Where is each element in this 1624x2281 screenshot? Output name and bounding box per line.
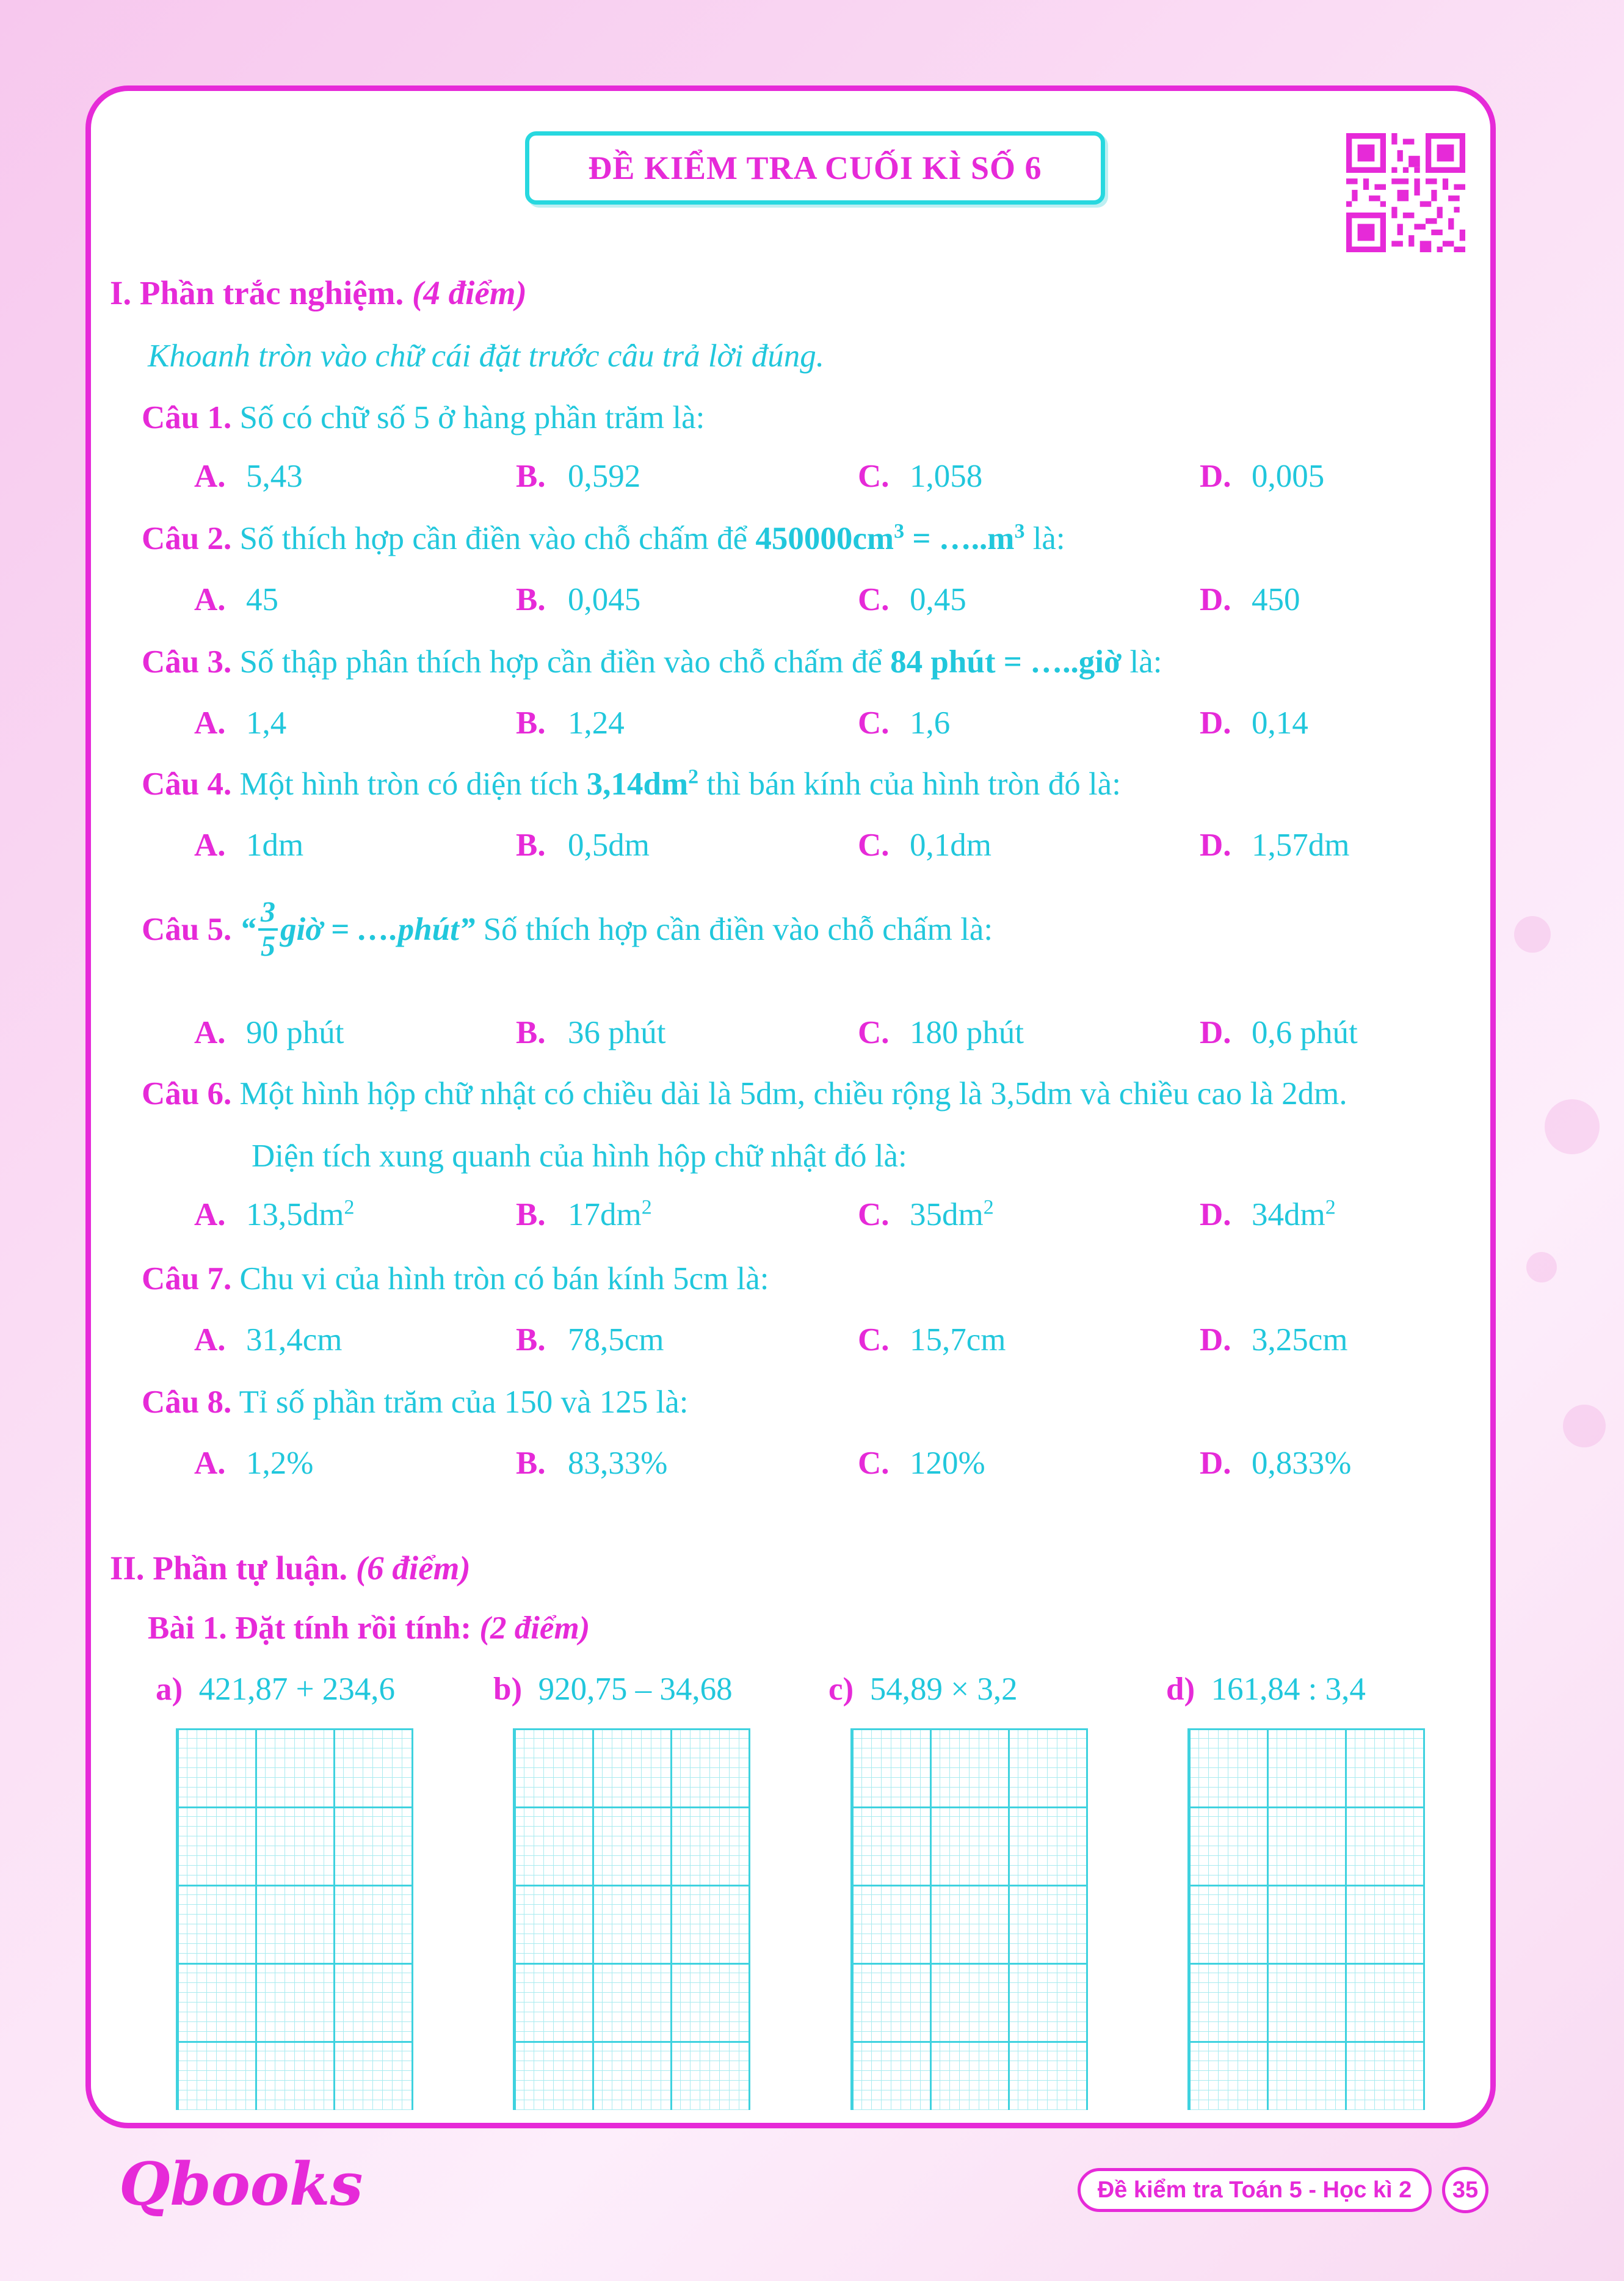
- instruction: Khoanh tròn vào chữ cái đặt trước câu trả lời đúng.: [148, 338, 825, 374]
- question-8: Câu 8. Tỉ số phần trăm của 150 và 125 là:: [142, 1384, 689, 1420]
- exercise-c: c) 54,89 × 3,2: [828, 1672, 1018, 1707]
- exercise-d: d) 161,84 : 3,4: [1166, 1672, 1366, 1707]
- q4-option-a[interactable]: A. 1dm: [194, 828, 304, 863]
- question-1: Câu 1. Số có chữ số 5 ở hàng phần trăm là:: [142, 400, 705, 435]
- q3-option-d[interactable]: D. 0,14: [1200, 705, 1308, 741]
- question-7: Câu 7. Chu vi của hình tròn có bán kính 5cm là:: [142, 1261, 769, 1297]
- question-4: Câu 4. Một hình tròn có diện tích $3,14dm^2$ thì bán kính của hình tròn đó là:: [142, 765, 1121, 802]
- fraction: $\frac{3}{5}$: [258, 898, 278, 961]
- grid-paper-a[interactable]: [176, 1728, 413, 2110]
- q1-option-c[interactable]: C. 1,058: [858, 459, 983, 494]
- question-6-line2: Diện tích xung quanh của hình hộp chữ nhật đó là:: [252, 1138, 907, 1174]
- qr-code-icon: [1346, 133, 1465, 252]
- q4-option-b[interactable]: B. 0,5dm: [516, 828, 650, 863]
- question-2: Câu 2. Số thích hợp cần điền vào chỗ chấm để $450000cm^3$ = $\dots..m^3$ là:: [142, 520, 1065, 556]
- q8-option-a[interactable]: A. 1,2%: [194, 1446, 314, 1481]
- q6-option-a[interactable]: A. $13,5dm^2$: [194, 1196, 355, 1232]
- exercise-a: a) 421,87 + 234,6: [156, 1672, 396, 1707]
- page-number: 35: [1442, 2167, 1488, 2213]
- q4-option-d[interactable]: D. 1,57dm: [1200, 828, 1350, 863]
- question-3: Câu 3. Số thập phân thích hợp cần điền vào chỗ chấm để 84 phút = …..giờ là:: [142, 644, 1162, 680]
- page-title: ĐỀ KIỂM TRA CUỐI KÌ SỐ 6: [525, 131, 1105, 205]
- q3-option-c[interactable]: C. 1,6: [858, 705, 951, 741]
- q2-option-b[interactable]: B. 0,045: [516, 582, 641, 617]
- q5-option-b[interactable]: B. 36 phút: [516, 1015, 666, 1050]
- q2-option-c[interactable]: C. 0,45: [858, 582, 966, 617]
- q7-option-c[interactable]: C. 15,7cm: [858, 1322, 1006, 1358]
- q6-option-c[interactable]: C. $35dm^2$: [858, 1196, 994, 1232]
- q8-option-c[interactable]: C. 120%: [858, 1446, 985, 1481]
- q6-option-d[interactable]: D. $34dm^2$: [1200, 1196, 1336, 1232]
- q8-option-d[interactable]: D. 0,833%: [1200, 1446, 1352, 1481]
- exercise-b: b) 920,75 – 34,68: [493, 1672, 733, 1707]
- q5-option-d[interactable]: D. 0,6 phút: [1200, 1015, 1358, 1050]
- part2-heading: II. Phần tự luận. (6 điểm): [110, 1549, 471, 1587]
- q2-option-a[interactable]: A. 45: [194, 582, 278, 617]
- q6-option-b[interactable]: B. $17dm^2$: [516, 1196, 652, 1232]
- qbooks-logo: Qbooks: [119, 2150, 363, 2219]
- grid-paper-c[interactable]: [850, 1728, 1088, 2110]
- q5-option-c[interactable]: C. 180 phút: [858, 1015, 1024, 1050]
- q3-option-a[interactable]: A. 1,4: [194, 705, 287, 741]
- q2-option-d[interactable]: D. 450: [1200, 582, 1300, 617]
- q8-option-b[interactable]: B. 83,33%: [516, 1446, 668, 1481]
- q5-option-a[interactable]: A. 90 phút: [194, 1015, 344, 1050]
- question-5: Câu 5. “ $\frac{3}{5}$ giờ = ….phút” Số thích hợp cần điền vào chỗ chấm là:: [142, 896, 993, 962]
- part1-heading: I. Phần trắc nghiệm. (4 điểm): [110, 274, 527, 311]
- book-title: Đề kiểm tra Toán 5 - Học kì 2: [1078, 2168, 1432, 2212]
- q7-option-a[interactable]: A. 31,4cm: [194, 1322, 343, 1358]
- grid-paper-b[interactable]: [513, 1728, 750, 2110]
- question-6: Câu 6. Một hình hộp chữ nhật có chiều dài là 5dm, chiều rộng là 3,5dm và chiều cao là 2dm.: [142, 1076, 1347, 1111]
- bai1-heading: Bài 1. Đặt tính rồi tính: (2 điểm): [148, 1610, 590, 1646]
- q7-option-b[interactable]: B. 78,5cm: [516, 1322, 664, 1358]
- q1-option-a[interactable]: A. 5,43: [194, 459, 303, 494]
- q1-option-b[interactable]: B. 0,592: [516, 459, 641, 494]
- q4-option-c[interactable]: C. 0,1dm: [858, 828, 991, 863]
- q3-option-b[interactable]: B. 1,24: [516, 705, 625, 741]
- grid-paper-d[interactable]: [1187, 1728, 1425, 2110]
- q7-option-d[interactable]: D. 3,25cm: [1200, 1322, 1348, 1358]
- q1-option-d[interactable]: D. 0,005: [1200, 459, 1325, 494]
